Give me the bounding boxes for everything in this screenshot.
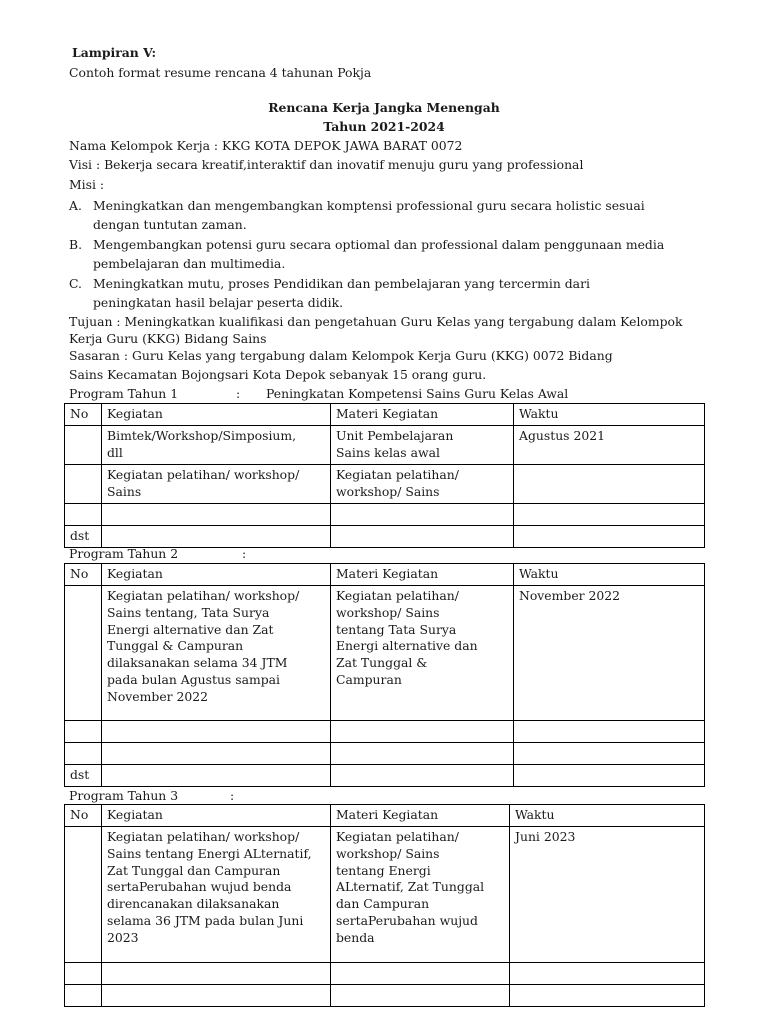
header-waktu: Waktu (510, 805, 705, 827)
tujuan: Kerja Guru (KKG) Bidang Sains (69, 331, 267, 346)
table-header-row (65, 404, 705, 426)
cell-materi (331, 765, 514, 787)
header-materi: Materi Kegiatan (331, 564, 514, 586)
lampiran-heading: Lampiran V: (72, 45, 157, 60)
table-row (65, 985, 705, 1007)
table-row (65, 963, 705, 985)
program-3-colon: : (230, 788, 235, 803)
program-1-description: Peningkatan Kompetensi Sains Guru Kelas Awal (266, 386, 569, 401)
cell-materi (331, 963, 510, 985)
cell-kegiatan (102, 743, 331, 765)
cell-kegiatan (102, 503, 331, 525)
document-year: Tahun 2021-2024 (323, 119, 445, 134)
cell-waktu (514, 743, 705, 765)
misi-text: pembelajaran dan multimedia. (93, 256, 286, 271)
header-kegiatan: Kegiatan (102, 404, 331, 426)
table-row (65, 586, 705, 721)
cell-no (65, 827, 102, 963)
visi: Visi : Bekerja secara kreatif,interaktif dan inovatif menuju guru yang professional (69, 157, 584, 172)
header-kegiatan: Kegiatan (102, 564, 331, 586)
table-row (65, 721, 705, 743)
cell-waktu (514, 721, 705, 743)
table-row (65, 827, 705, 963)
sasaran: Sains Kecamatan Bojongsari Kota Depok sebanyak 15 orang guru. (69, 367, 487, 382)
cell-waktu: Juni 2023 (510, 827, 705, 963)
misi-letter: A. (69, 198, 82, 213)
program-3-table (64, 804, 705, 1007)
header-no: No (65, 404, 102, 426)
table-row (65, 525, 705, 547)
cell-materi (331, 525, 514, 547)
cell-no (65, 985, 102, 1007)
nama-kelompok: Nama Kelompok Kerja : KKG KOTA DEPOK JAWA BARAT 0072 (69, 138, 463, 153)
document-title: Rencana Kerja Jangka Menengah (268, 100, 500, 115)
header-no: No (65, 805, 102, 827)
misi-text: Meningkatkan dan mengembangkan komptensi professional guru secara holistic sesuai (93, 198, 645, 213)
table-header-row (65, 805, 705, 827)
cell-kegiatan: Kegiatan pelatihan/ workshop/ Sains tentang Energi ALternatif, Zat Tunggal dan Campuran sertaPerubahan wujud benda direncanakan dilaksanakan selama 36 JTM pada bulan Juni 2023 (102, 827, 331, 963)
tujuan: Tujuan : Meningkatkan kualifikasi dan pengetahuan Guru Kelas yang tergabung dalam Kelompok (69, 314, 683, 329)
table-row (65, 503, 705, 525)
table-row (65, 465, 705, 504)
header-materi: Materi Kegiatan (331, 404, 514, 426)
cell-materi: Kegiatan pelatihan/ workshop/ Sains tentang Tata Surya Energi alternative dan Zat Tunggal & Campuran (331, 586, 514, 721)
misi-letter: C. (69, 276, 82, 291)
table-row (65, 426, 705, 465)
cell-materi: Kegiatan pelatihan/ workshop/ Sains (331, 465, 514, 504)
misi-text: Mengembangkan potensi guru secara optiomal dan professional dalam penggunaan media (93, 237, 665, 252)
cell-materi (331, 743, 514, 765)
cell-no (65, 426, 102, 465)
cell-waktu (514, 465, 705, 504)
cell-waktu (514, 525, 705, 547)
cell-kegiatan (102, 525, 331, 547)
cell-kegiatan (102, 963, 331, 985)
cell-kegiatan: Kegiatan pelatihan/ workshop/ Sains (102, 465, 331, 504)
header-no: No (65, 564, 102, 586)
cell-waktu (510, 963, 705, 985)
header-waktu: Waktu (514, 404, 705, 426)
cell-kegiatan: Kegiatan pelatihan/ workshop/ Sains tentang, Tata Surya Energi alternative dan Zat Tunggal & Campuran dilaksanakan selama 34 JTM pada bulan Agustus sampai November 2022 (102, 586, 331, 721)
cell-waktu: Agustus 2021 (514, 426, 705, 465)
cell-materi (331, 721, 514, 743)
cell-kegiatan (102, 765, 331, 787)
cell-waktu (510, 985, 705, 1007)
cell-materi (331, 503, 514, 525)
cell-waktu (514, 503, 705, 525)
cell-no (65, 721, 102, 743)
cell-waktu: November 2022 (514, 586, 705, 721)
cell-no (65, 503, 102, 525)
table-header-row (65, 564, 705, 586)
cell-waktu (514, 765, 705, 787)
cell-no (65, 586, 102, 721)
misi-letter: B. (69, 237, 83, 252)
table-row (65, 743, 705, 765)
cell-no (65, 963, 102, 985)
table-row (65, 765, 705, 787)
misi-text: dengan tuntutan zaman. (93, 217, 247, 232)
cell-kegiatan: Bimtek/Workshop/Simposium, dll (102, 426, 331, 465)
cell-kegiatan (102, 721, 331, 743)
misi-text: peningkatan hasil belajar peserta didik. (93, 295, 344, 310)
program-1-colon: : (236, 386, 241, 401)
sasaran: Sasaran : Guru Kelas yang tergabung dalam Kelompok Kerja Guru (KKG) 0072 Bidang (69, 348, 613, 363)
program-1-label: Program Tahun 1 (69, 386, 179, 401)
cell-materi: Unit Pembelajaran Sains kelas awal (331, 426, 514, 465)
cell-materi: Kegiatan pelatihan/ workshop/ Sains tentang Energi ALternatif, Zat Tunggal dan Campuran sertaPerubahan wujud benda (331, 827, 510, 963)
contoh-subtitle: Contoh format resume rencana 4 tahunan Pokja (69, 65, 372, 80)
cell-kegiatan (102, 985, 331, 1007)
misi-label: Misi : (69, 177, 105, 192)
misi-text: Meningkatkan mutu, proses Pendidikan dan pembelajaran yang tercermin dari (93, 276, 590, 291)
cell-no (65, 465, 102, 504)
cell-materi (331, 985, 510, 1007)
header-materi: Materi Kegiatan (331, 805, 510, 827)
program-2-table (64, 563, 705, 787)
cell-no (65, 743, 102, 765)
header-kegiatan: Kegiatan (102, 805, 331, 827)
header-waktu: Waktu (514, 564, 705, 586)
cell-no: dst (65, 525, 102, 547)
cell-no: dst (65, 765, 102, 787)
program-2-colon: : (242, 546, 247, 561)
program-2-label: Program Tahun 2 (69, 546, 179, 561)
program-3-label: Program Tahun 3 (69, 788, 179, 803)
program-1-table (64, 403, 705, 548)
